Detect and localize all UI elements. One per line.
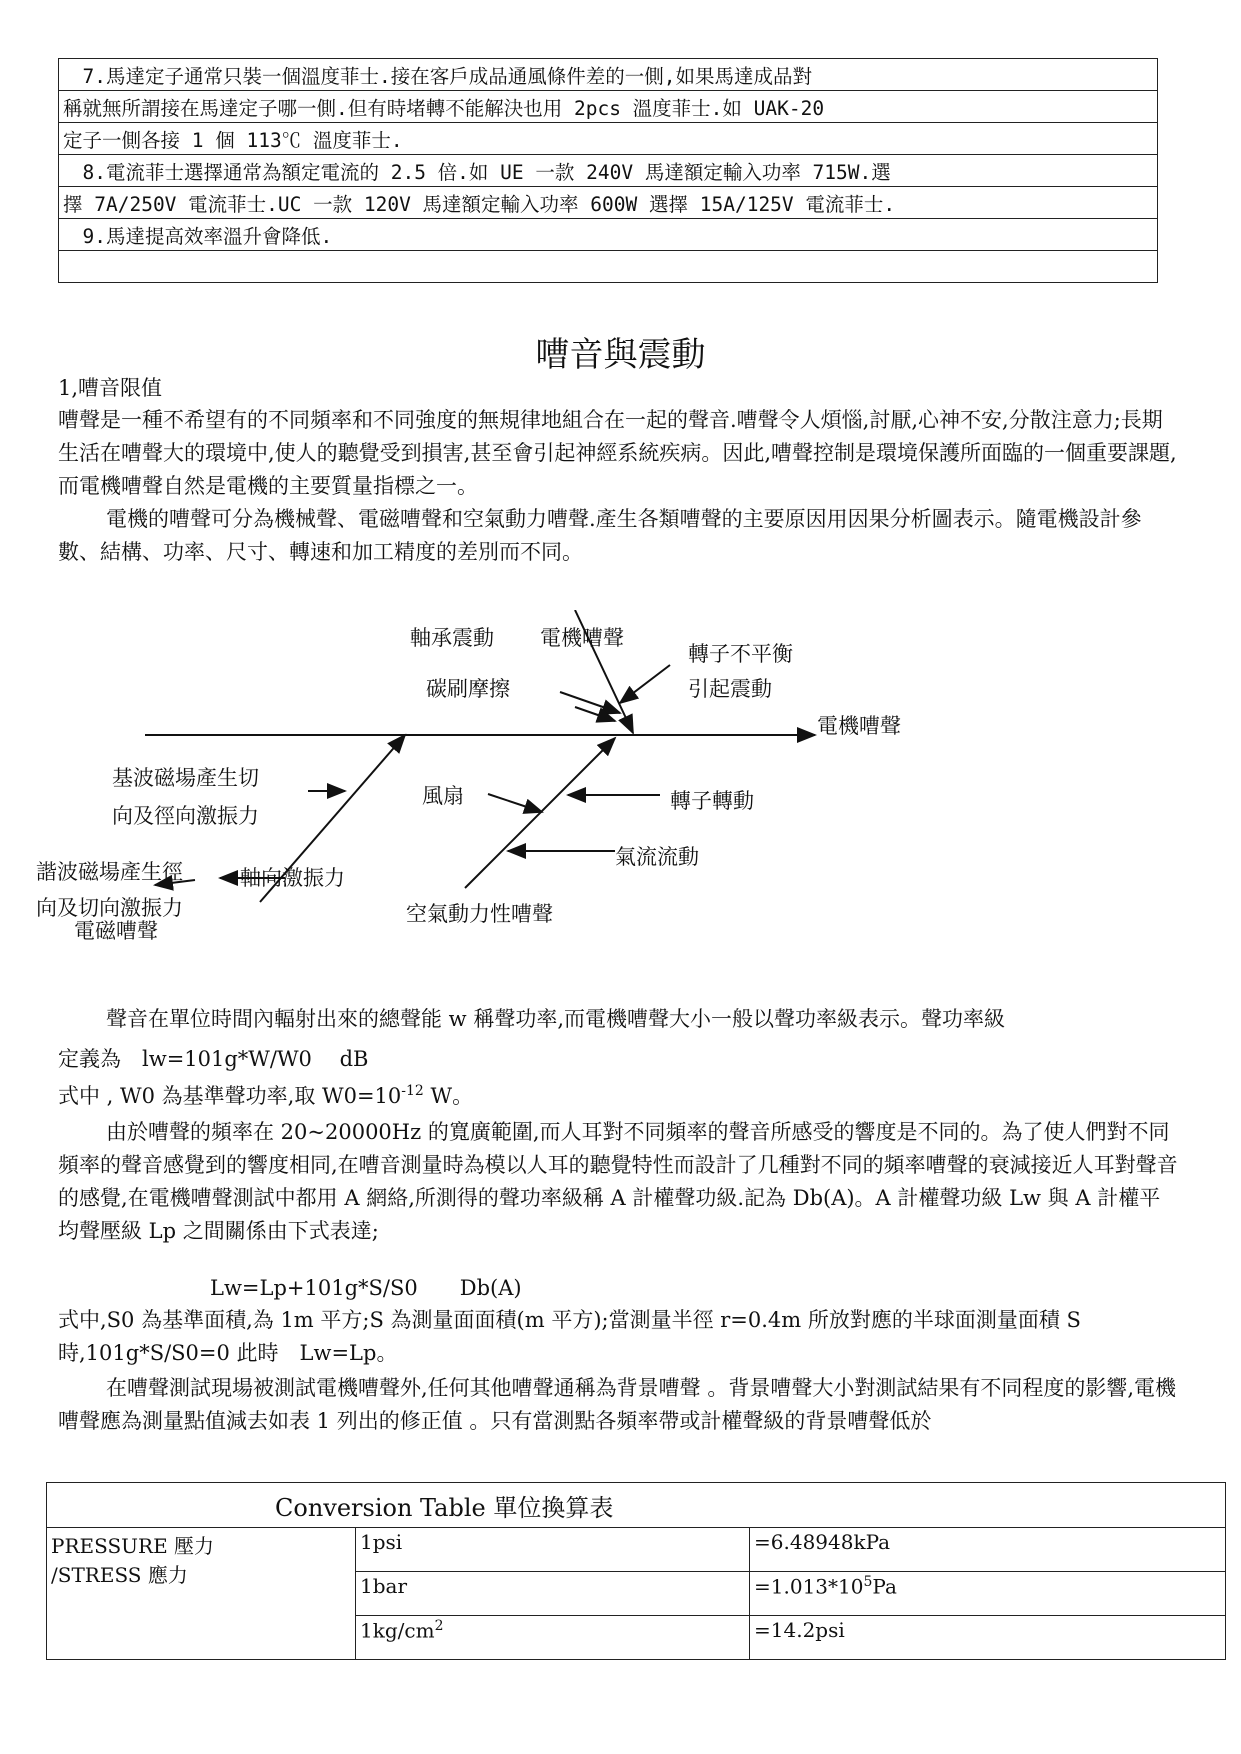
label-aero-noise: 空氣動力性嘈聲 <box>406 902 553 926</box>
label-rotor-unbalance: 轉子不平衡 <box>688 642 793 666</box>
value-cell: $=1.013*10^5Pa$ <box>750 1572 1226 1616</box>
value-cell: =14.2psi <box>750 1616 1226 1660</box>
unit-cell: 1psi <box>356 1528 750 1572</box>
label-airflow: 氣流流動 <box>615 845 699 869</box>
paragraph: 在嘈聲測試現場被測試電機嘈聲外,任何其他嘈聲通稱為背景嘈聲 。背景嘈聲大小對測試結果有不同程度的影響,電機嘈聲應為測量點值減去如表 1 列出的修正值 。只有當測點各頻率帶或計權聲級的背景嘈聲低於 <box>58 1376 1177 1433</box>
label-harmonic-field: 向及切向激振力 <box>36 896 183 920</box>
label-harmonic-field: 諧波磁場產生徑 <box>36 860 183 884</box>
notes-row: 9.馬達提高效率溫升會降低. <box>59 219 1158 251</box>
label-output-motor-noise: 電機嘈聲 <box>817 714 901 738</box>
conversion-table-title: Conversion Table 單位換算表 <box>47 1483 1226 1528</box>
label-axial-force: 軸向激振力 <box>240 866 345 890</box>
fishbone-diagram <box>30 610 950 960</box>
unit-cell: $1kg/cm^2$ <box>356 1616 750 1660</box>
page-title: 嘈音與震動 <box>535 334 706 375</box>
label-motor-noise: 電機嘈聲 <box>540 626 624 650</box>
notes-row: 8.電流菲士選擇通常為額定電流的 2.5 倍.如 UE 一款 240V 馬達額定輸入功率 715W.選 <box>59 155 1158 187</box>
conversion-table <box>46 1482 1226 1660</box>
notes-row: 7.馬達定子通常只裝一個溫度菲士.接在客戶成品通風條件差的一側,如果馬達成品對 <box>59 59 1158 91</box>
label-brush-friction: 碳刷摩擦 <box>426 677 510 701</box>
label-rotor-unbalance: 引起震動 <box>688 677 772 701</box>
notes-row <box>59 251 1158 283</box>
paragraph: 聲音在單位時間內輻射出來的總聲能 w 稱聲功率,而電機嘈聲大小一般以聲功率級表示。聲功率級 <box>106 1007 1005 1031</box>
notes-table <box>58 58 1158 283</box>
notes-row: 定子一側各接 1 個 113℃ 溫度菲士. <box>59 123 1158 155</box>
formula-note: 式中 , W0 為基準聲功率,取 $W0=10^{-12}$ W。 <box>58 1083 474 1108</box>
notes-row: 擇 7A/250V 電流菲士.UC 一款 120V 馬達額定輸入功率 600W 選擇 15A/125V 電流菲士. <box>59 187 1158 219</box>
category-cell <box>47 1528 356 1660</box>
notes-row: 稱就無所謂接在馬達定子哪一側.但有時堵轉不能解決也用 2pcs 溫度菲士.如 UAK-20 <box>59 91 1158 123</box>
category-label: /STRESS 應力 <box>51 1563 188 1587</box>
bone-line <box>465 738 615 888</box>
formula: Lw=Lp+101g*S/S0 Db(A) <box>210 1276 522 1300</box>
formula: 定義為 lw=101g*W/W0 dB <box>58 1047 369 1071</box>
paragraph: 電機的嘈聲可分為機械聲、電磁嘈聲和空氣動力嘈聲.產生各類嘈聲的主要原因用因果分析圖表示。隨電機設計參數、結構、功率、尺寸、轉速和加工精度的差別而不同。 <box>58 507 1142 564</box>
unit-cell: 1bar <box>356 1572 750 1616</box>
label-rotor-rotation: 轉子轉動 <box>670 789 754 813</box>
label-fundamental-field: 向及徑向激振力 <box>112 804 259 828</box>
paragraph: 嘈聲是一種不希望有的不同頻率和不同強度的無規律地組合在一起的聲音.嘈聲令人煩惱,討厭,心神不安,分散注意力;長期生活在嘈聲大的環境中,使人的聽覺受到損害,甚至會引起神經系統疾病。因此,嘈聲控制是環境保護所面臨的一個重要課題,而電機嘈聲自然是電機的主要質量指標之一。 <box>58 408 1177 498</box>
label-em-noise: 電磁嘈聲 <box>74 919 158 943</box>
value-cell: =6.48948kPa <box>750 1528 1226 1572</box>
paragraph: 由於嘈聲的頻率在 20~20000Hz 的寬廣範圍,而人耳對不同頻率的聲音所感受的響度是不同的。為了使人們對不同頻率的聲音感覺到的響度相同,在嘈音測量時為模以人耳的聽覺特性而設計了几種對不同的頻率嘈聲的衰減接近人耳對聲音的感覺,在電機嘈聲測試中都用 A 網絡,所測得的聲功率級稱 A 計權聲功級.記為 Db(A)。A 計權聲功級 Lw 與 A 計權平均聲壓級 Lp 之間關係由下式表達; <box>58 1120 1178 1243</box>
section-heading: 1,嘈音限值 <box>58 376 163 400</box>
label-fan: 風扇 <box>422 784 464 808</box>
bone-arrow <box>488 794 542 812</box>
paragraph: 式中,S0 為基準面積,為 1m 平方;S 為測量面面積(m 平方);當測量半徑 r=0.4m 所放對應的半球面測量面積 S 時,101g*S/S0=0 此時 Lw=Lp。 <box>58 1308 1081 1365</box>
label-fundamental-field: 基波磁場產生切 <box>112 766 259 790</box>
category-label: PRESSURE 壓力 <box>51 1534 215 1558</box>
label-bearing-vibration: 軸承震動 <box>410 626 494 650</box>
bone-arrow <box>620 665 670 703</box>
bone-arrow <box>560 692 620 713</box>
